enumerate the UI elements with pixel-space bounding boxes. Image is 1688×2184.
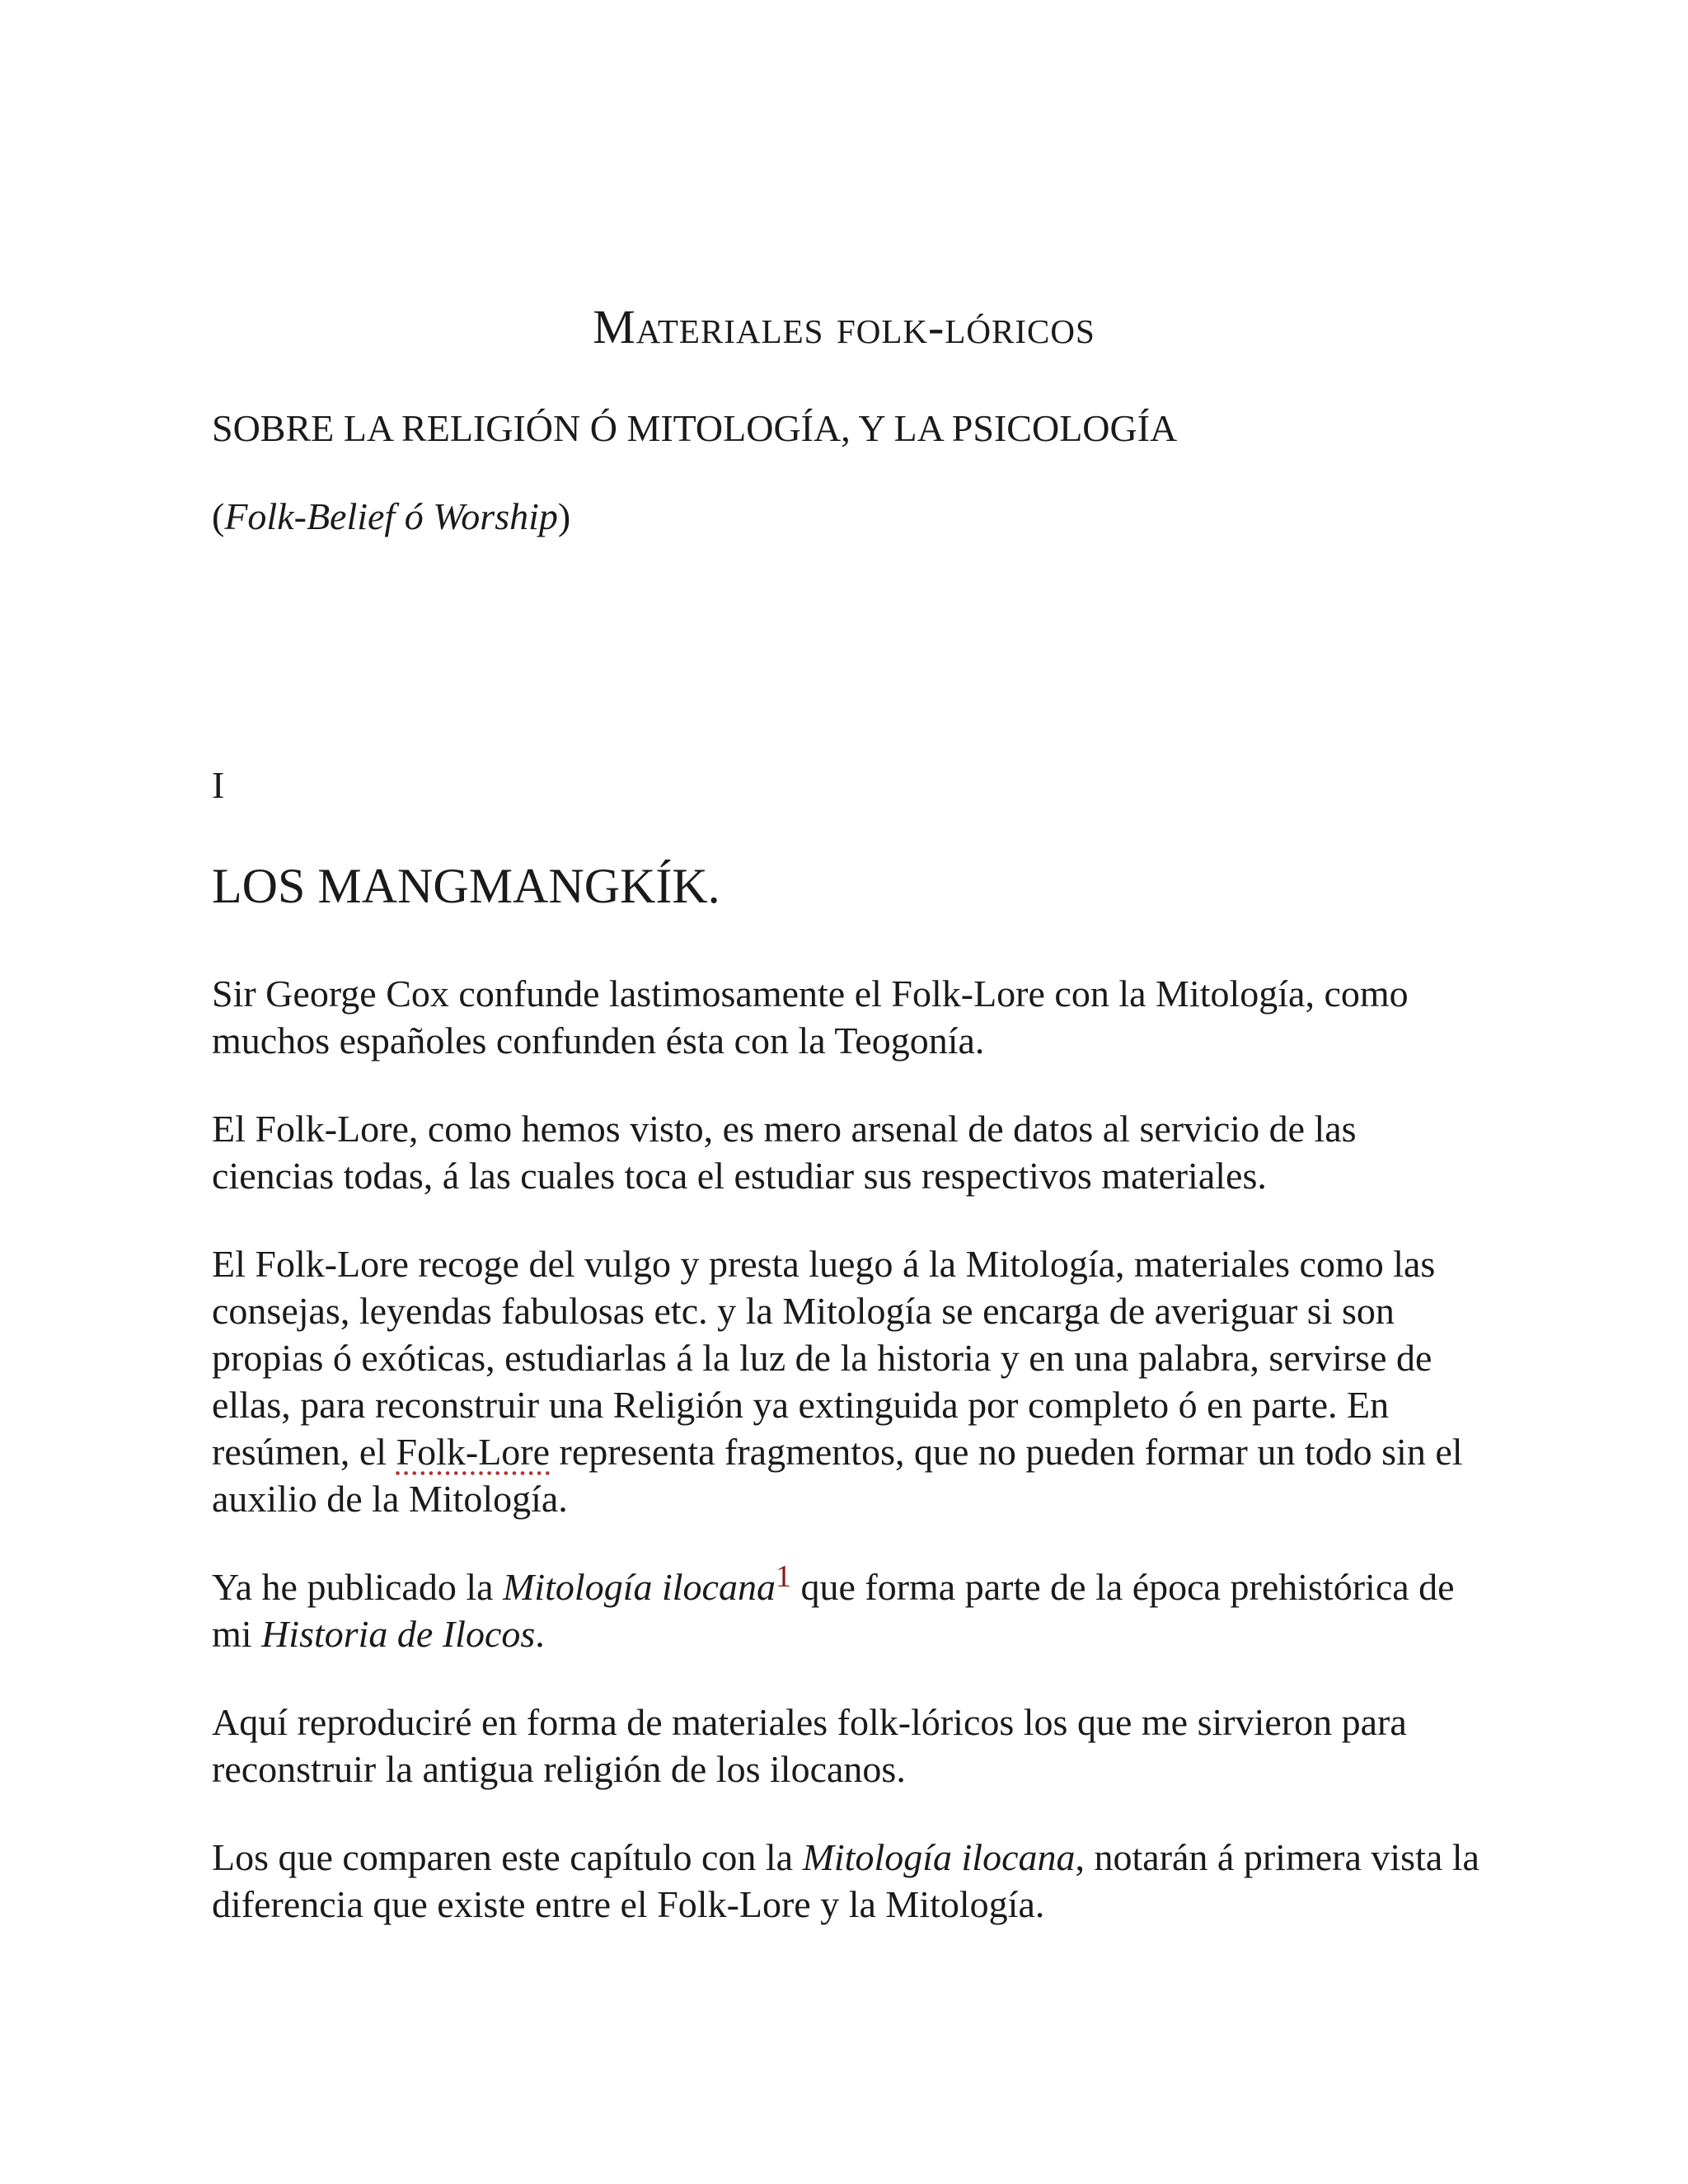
document-title: Materiales folk-lóricos xyxy=(593,300,1095,354)
footnote-ref-1[interactable]: 1 xyxy=(775,1559,791,1594)
paragraph-6-text-before: Los que comparen este capítulo con la xyxy=(212,1836,803,1878)
alt-title-open-paren: ( xyxy=(212,495,225,537)
folk-lore-link[interactable]: Folk-Lore xyxy=(396,1431,551,1473)
paragraph-2: El Folk-Lore, como hemos visto, es mero arsenal de datos al servicio de las ciencias todas, á las cuales toca el estudiar sus respectivos materiales. xyxy=(212,1108,1357,1197)
paragraph-3 xyxy=(212,1240,1481,1522)
historia-de-ilocos-title: Historia de Ilocos xyxy=(261,1613,536,1655)
paragraph-4-text-before: Ya he publicado la xyxy=(212,1566,504,1608)
document-subtitle: SOBRE LA RELIGIÓN Ó MITOLOGÍA, Y LA PSICOLOGÍA xyxy=(212,407,1178,449)
paragraph-3-text-before: El Folk-Lore recoge del vulgo y presta luego á la Mitología, materiales como las consejas, leyendas fabulosas etc. y la Mitología se encarga de averiguar si son propias ó exóticas, estudiarlas á la luz de la historia y en una palabra, servirse de ellas, para reconstruir una Religión ya extinguida por completo ó en parte. En resúmen, el xyxy=(212,1243,1436,1473)
body-text xyxy=(212,970,1481,1969)
paragraph-6 xyxy=(212,1834,1481,1928)
paragraph-4-text-middle: que forma parte de la época prehistórica de mi xyxy=(212,1566,1455,1655)
paragraph-4 xyxy=(212,1559,1481,1657)
alt-title-italic: Folk-Belief ó Worship xyxy=(224,495,558,537)
paragraph-4-text-after: . xyxy=(535,1613,545,1655)
section-number: I xyxy=(212,764,225,806)
paragraph-3-text-after: representa fragmentos, que no pueden formar un todo sin el auxilio de la Mitología. xyxy=(212,1431,1463,1520)
mitologia-ilocana-title-2: Mitología ilocana xyxy=(802,1836,1076,1878)
alt-title-close-paren: ) xyxy=(557,495,571,537)
chapter-title: LOS MANGMANGKÍK. xyxy=(212,859,720,913)
alternate-title xyxy=(212,492,570,541)
paragraph-1: Sir George Cox confunde lastimosamente el Folk-Lore con la Mitología, como muchos españoles confunden ésta con la Teogonía. xyxy=(212,972,1409,1062)
paragraph-5: Aquí reproduciré en forma de materiales folk-lóricos los que me sirvieron para reconstruir la antigua religión de los ilocanos. xyxy=(212,1701,1407,1790)
mitologia-ilocana-title: Mitología ilocana xyxy=(503,1566,776,1608)
paragraph-6-text-after: , notarán á primera vista la diferencia que existe entre el Folk-Lore y la Mitología. xyxy=(212,1836,1479,1925)
